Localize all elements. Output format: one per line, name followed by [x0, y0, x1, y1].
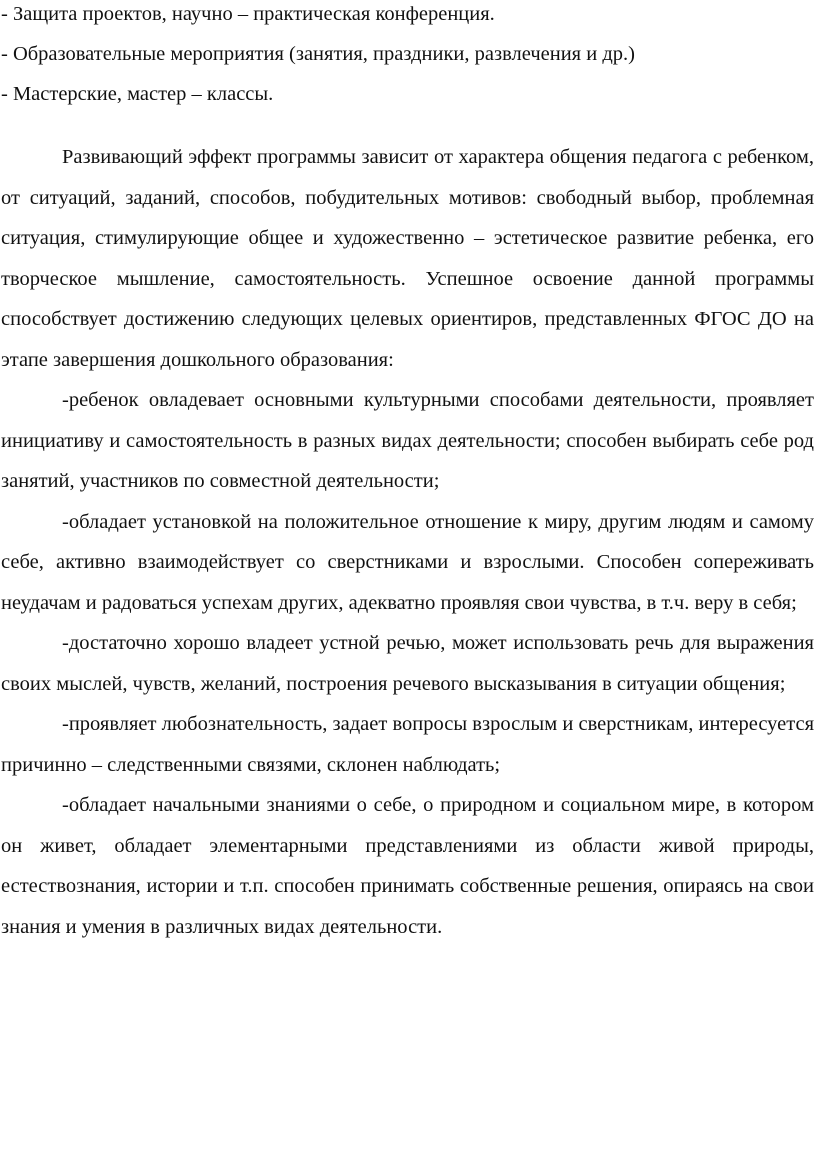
- activity-forms-list: [1, 0, 814, 114]
- target-paragraph-knowledge: -обладает начальными знаниями о себе, о природном и социальном мире, в котором он живет, обладает элементарными представлениями из области живой природы, естествознания, истории и т.п. способен принимать собственные решения, опираясь на свои знания и умения в различных видах деятельности.: [1, 794, 814, 938]
- list-item: - Мастерские, мастер – классы.: [1, 83, 274, 105]
- intro-paragraph: Развивающий эффект программы зависит от характера общения педагога с ребенком, от ситуаций, заданий, способов, побудительных мотивов: свободный выбор, проблемная ситуация, стимулирующие общее и художественно – эстетическое развитие ребенка, его творческое мышление, самостоятельность. Успешное освоение данной программы способствует достижению следующих целевых ориентиров, представленных ФГОС ДО на этапе завершения дошкольного образования:: [1, 146, 814, 371]
- list-item: - Защита проектов, научно – практическая конференция.: [1, 3, 495, 25]
- target-paragraph-attitude: -обладает установкой на положительное отношение к миру, другим людям и самому себе, активно взаимодействует со сверстниками и взрослыми. Способен сопереживать неудачам и радоваться успехам других, адекватно проявляя свои чувства, в т.ч. веру в себя;: [1, 510, 814, 614]
- list-item: - Образовательные мероприятия (занятия, праздники, развлечения и др.): [1, 43, 635, 65]
- target-paragraph-initiative: -ребенок овладевает основными культурными способами деятельности, проявляет инициативу и самостоятельность в разных видах деятельности; способен выбирать себе род занятий, участников по совместной деятельности;: [1, 389, 814, 492]
- target-paragraph-speech: -достаточно хорошо владеет устной речью, может использовать речь для выражения своих мыслей, чувств, желаний, построения речевого высказывания в ситуации общения;: [1, 632, 814, 695]
- target-paragraph-curiosity: -проявляет любознательность, задает вопросы взрослым и сверстникам, интересуется причинно – следственными связями, склонен наблюдать;: [1, 713, 814, 776]
